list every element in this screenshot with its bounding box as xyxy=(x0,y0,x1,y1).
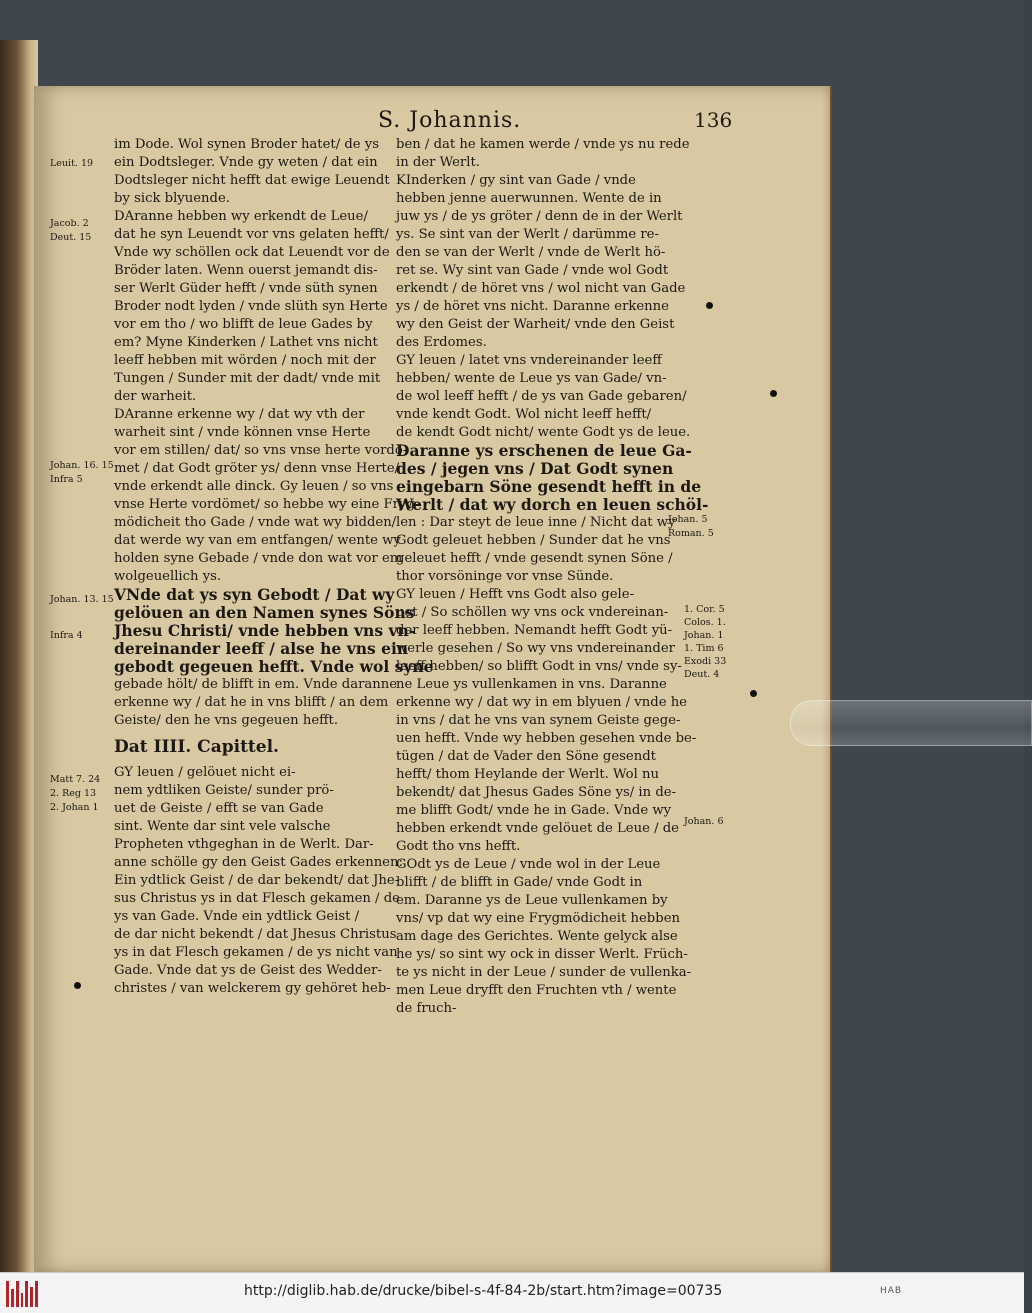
text-line: ret se. Wy sint van Gade / vnde wol Godt xyxy=(396,263,669,278)
text-line: ys / de höret vns nicht. Daranne erkenne xyxy=(396,299,669,314)
margin-note: 1. Tim 6 xyxy=(684,643,724,654)
text-line: Werlt / dat wy dorch en leuen schöl- xyxy=(396,495,709,514)
text-line: Daranne ys erschenen de leue Ga- xyxy=(396,441,692,460)
text-line: ben / dat he kamen werde / vnde ys nu rede xyxy=(396,137,690,152)
text-line: holden syne Gebade / vnde don wat vor em xyxy=(114,551,403,566)
text-line: by sick blyuende. xyxy=(114,191,230,206)
text-line: ser Werlt Güder hefft / vnde süth synen xyxy=(114,281,378,296)
text-line: der warheit. xyxy=(114,389,197,404)
text-line: Jhesu Christi/ vnde hebben vns vn- xyxy=(114,621,416,640)
text-line: me blifft Godt/ vnde he in Gade. Vnde wy xyxy=(396,803,672,818)
text-line: anne schölle gy den Geist Gades erkennen: xyxy=(114,855,403,870)
text-line: Dodtsleger nicht hefft dat ewige Leuendt xyxy=(114,173,390,188)
margin-note: Leuit. 19 xyxy=(50,158,94,169)
text-line: thor vorsöninge vor vnse Sünde. xyxy=(396,569,614,584)
page-number: 136 xyxy=(694,108,733,132)
text-line: de fruch- xyxy=(396,1001,457,1016)
text-line: met / dat Godt gröter ys/ denn vnse Herte/ xyxy=(114,461,400,476)
text-line: Ein ydtlick Geist / de dar bekendt/ dat Jhe- xyxy=(114,873,400,888)
text-line: erkenne wy / dat he in vns blifft / an dem xyxy=(114,695,389,710)
ink-dot xyxy=(706,302,713,309)
text-line: Gade. Vnde dat ys de Geist des Wedder- xyxy=(114,963,382,978)
text-line: Vnde wy schöllen ock dat Leuendt vor de xyxy=(114,245,390,260)
text-line: Broder nodt lyden / vnde slüth syn Herte xyxy=(114,299,388,314)
text-line: hebben/ wente de Leue ys van Gade/ vn- xyxy=(396,371,667,386)
text-line: em? Myne Kinderken / Lathet vns nicht xyxy=(114,335,378,350)
text-line: DAranne hebben wy erkendt de Leue/ xyxy=(114,209,368,224)
text-line: leeff hebben/ so blifft Godt in vns/ vnde sy- xyxy=(396,659,682,674)
text-line: dat he syn Leuendt vor vns gelaten hefft/ xyxy=(114,227,389,242)
text-line: der leeff hebben. Nemandt hefft Godt yü- xyxy=(396,623,673,638)
text-line: Geiste/ den he vns gegeuen hefft. xyxy=(114,713,339,728)
text-line: gebade hölt/ de blifft in em. Vnde daranne xyxy=(114,677,398,692)
footer-badge: HAB xyxy=(880,1286,903,1296)
text-column-left xyxy=(114,136,434,998)
text-line: de kendt Godt nicht/ wente Godt ys de leue. xyxy=(396,425,691,440)
margin-note: Infra 4 xyxy=(50,630,83,641)
text-line: hebben jenne auerwunnen. Wente de in xyxy=(396,191,662,206)
text-line: vnde kendt Godt. Wol nicht leeff hefft/ xyxy=(396,407,652,422)
text-line: em. Daranne ys de Leue vullenkamen by xyxy=(396,893,668,908)
text-line: uen hefft. Vnde wy hebben gesehen vnde be- xyxy=(396,731,697,746)
margin-note: Johan. 1 xyxy=(684,630,724,641)
text-line: de dar nicht bekendt / dat Jhesus Christus xyxy=(114,927,397,942)
text-line: des Erdomes. xyxy=(396,335,487,350)
text-line: vnde erkendt alle dinck. Gy leuen / so vns xyxy=(114,479,394,494)
text-line: sint. Wente dar sint vele valsche xyxy=(114,819,331,834)
text-line: ne Leue ys vullenkamen in vns. Daranne xyxy=(396,677,667,692)
ink-dot xyxy=(750,690,757,697)
text-line: im Dode. Wol synen Broder hatet/ de ys xyxy=(114,137,379,152)
text-line: leeff hebben mit wörden / noch mit der xyxy=(114,353,376,368)
text-line: Godt geleuet hebben / Sunder dat he vns xyxy=(396,533,671,548)
text-line: bekendt/ dat Jhesus Gades Söne ys/ in de- xyxy=(396,785,677,800)
text-line: GOdt ys de Leue / vnde wol in der Leue xyxy=(396,857,661,872)
text-line: uet de Geiste / efft se van Gade xyxy=(114,801,324,816)
text-line: erkendt / de höret vns / wol nicht van Gade xyxy=(396,281,686,296)
margin-note: Johan. 6 xyxy=(684,816,724,827)
text-line: in vns / dat he vns van synem Geiste gege- xyxy=(396,713,681,728)
text-line: Bröder laten. Wenn ouerst jemandt dis- xyxy=(114,263,378,278)
text-line: GY leuen / Hefft vns Godt also gele- xyxy=(396,587,635,602)
text-line: warheit sint / vnde können vnse Herte xyxy=(114,425,371,440)
text-line: mödicheit tho Gade / vnde wat wy bidden/ xyxy=(114,515,397,530)
text-line: KInderken / gy sint van Gade / vnde xyxy=(396,173,636,188)
text-line: dat werde wy van em entfangen/ wente wy xyxy=(114,533,401,548)
text-line: wy den Geist der Warheit/ vnde den Geist xyxy=(396,317,675,332)
margin-note: Johan. 5 xyxy=(668,514,708,525)
text-line: VNde dat ys syn Gebodt / Dat wy xyxy=(114,585,395,604)
text-line: uet / So schöllen wy vns ock vndereinan- xyxy=(396,605,669,620)
page-header: S. Johannis. xyxy=(378,108,522,133)
margin-note: Johan. 13. 15 xyxy=(50,594,114,605)
text-line: eingebarn Söne gesendt hefft in de xyxy=(396,477,702,496)
text-line: nem ydtliken Geiste/ sunder prö- xyxy=(114,783,334,798)
margin-note: Matt 7. 24 xyxy=(50,774,101,785)
text-line: den se van der Werlt / vnde de Werlt hö- xyxy=(396,245,666,260)
text-line: christes / van welckerem gy gehöret heb- xyxy=(114,981,391,996)
margin-note: Exodi 33 xyxy=(684,656,727,667)
chapter-title: Dat IIII. Capittel. xyxy=(114,737,279,757)
text-line: in der Werlt. xyxy=(396,155,480,170)
text-line: hebben erkendt vnde gelöuet de Leue / de xyxy=(396,821,679,836)
margin-note: 2. Johan 1 xyxy=(50,802,99,813)
library-logo-icon[interactable] xyxy=(6,1279,38,1307)
text-line: tügen / dat de Vader den Söne gesendt xyxy=(396,749,656,764)
viewer-footer xyxy=(0,1272,1024,1313)
text-line: he ys/ so sint wy ock in disser Werlt. Früch- xyxy=(396,947,688,962)
text-line: vor em tho / wo blifft de leue Gades by xyxy=(114,317,373,332)
source-url-link[interactable]: http://diglib.hab.de/drucke/bibel-s-4f-84-2b/start.htm?image=00735 xyxy=(244,1283,723,1299)
text-line: werle gesehen / So wy vns vndereinander xyxy=(396,641,675,656)
text-line: Godt tho vns hefft. xyxy=(396,839,521,854)
text-line: hefft/ thom Heylande der Werlt. Wol nu xyxy=(396,767,660,782)
ink-dot xyxy=(74,982,81,989)
text-line: erkenne wy / dat wy in em blyuen / vnde he xyxy=(396,695,687,710)
text-line: GY leuen / gelöuet nicht ei- xyxy=(114,765,296,780)
margin-note: Roman. 5 xyxy=(668,528,714,539)
text-line: sus Christus ys in dat Flesch gekamen / de xyxy=(114,891,400,906)
text-line: ys in dat Flesch gekamen / de ys nicht van xyxy=(114,945,398,960)
margin-note: Deut. 4 xyxy=(684,669,720,680)
text-line: de wol leeff hefft / de ys van Gade gebaren/ xyxy=(396,389,687,404)
facing-page-edge xyxy=(0,60,34,1210)
text-line: ys. Se sint van der Werlt / darümme re- xyxy=(396,227,659,242)
text-line: ys van Gade. Vnde ein ydtlick Geist / xyxy=(114,909,360,924)
page-clip-holder xyxy=(790,700,1032,746)
text-line: DAranne erkenne wy / dat wy vth der xyxy=(114,407,365,422)
text-line: dereinander leeff / alse he vns ein xyxy=(114,639,409,658)
text-line: gebodt gegeuen hefft. Vnde wol syne xyxy=(114,657,434,676)
text-line: len : Dar steyt de leue inne / Nicht dat wy xyxy=(396,515,676,530)
text-line: geleuet hefft / vnde gesendt synen Söne / xyxy=(396,551,673,566)
text-line: men Leue dryfft den Fruchten vth / wente xyxy=(396,983,677,998)
ink-dot xyxy=(770,390,777,397)
text-line: ein Dodtsleger. Vnde gy weten / dat ein xyxy=(114,155,378,170)
margin-note: Colos. 1. xyxy=(684,617,726,628)
margin-note: Jacob. 2 xyxy=(50,218,89,229)
text-line: am dage des Gerichtes. Wente gelyck alse xyxy=(396,929,678,944)
margin-note: Deut. 15 xyxy=(50,232,92,243)
book-page xyxy=(34,86,832,1272)
text-line: Propheten vthgeghan in de Werlt. Dar- xyxy=(114,837,374,852)
text-line: des / jegen vns / Dat Godt synen xyxy=(396,459,674,478)
text-line: vor em stillen/ dat/ so vns vnse herte vordö- xyxy=(114,443,408,458)
text-line: te ys nicht in der Leue / sunder de vullenka- xyxy=(396,965,692,980)
margin-note: 1. Cor. 5 xyxy=(684,604,725,615)
text-line: vnse Herte vordömet/ so hebbe wy eine Fryg- xyxy=(114,497,420,512)
text-line: Tungen / Sunder mit der dadt/ vnde mit xyxy=(114,371,381,386)
text-line: juw ys / de ys gröter / denn de in der Werlt xyxy=(396,209,683,224)
text-line: gelöuen an den Namen synes Söns xyxy=(114,603,415,622)
text-line: wolgeuellich ys. xyxy=(114,569,222,584)
margin-note: Infra 5 xyxy=(50,474,83,485)
text-line: vns/ vp dat wy eine Frygmödicheit hebben xyxy=(396,911,680,926)
text-line: blifft / de blifft in Gade/ vnde Godt in xyxy=(396,875,643,890)
text-line: GY leuen / latet vns vndereinander leeff xyxy=(396,353,662,368)
margin-note: Johan. 16. 15 xyxy=(50,460,114,471)
margin-note: 2. Reg 13 xyxy=(50,788,97,799)
